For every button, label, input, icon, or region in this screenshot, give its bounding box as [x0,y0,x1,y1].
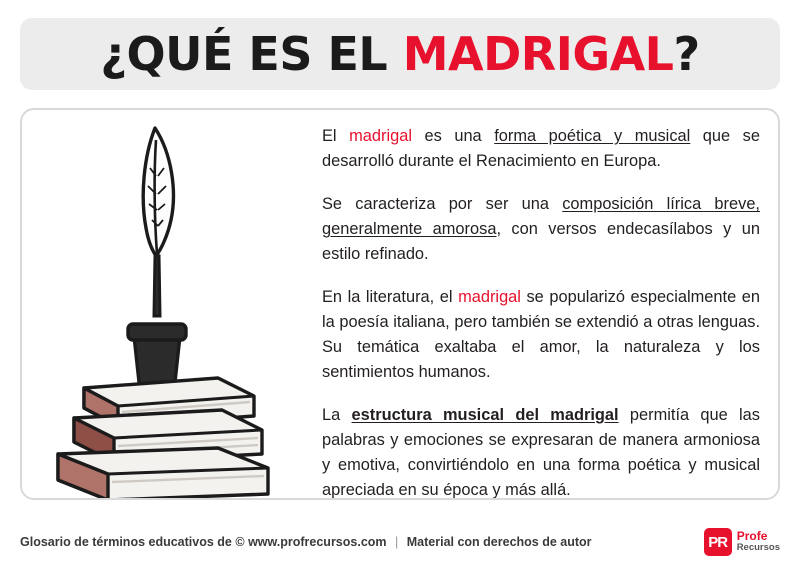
p2-part-2: , con versos endecasílabos y un estilo refinado. [322,220,760,263]
p3-part-1: madrigal [458,288,521,306]
logo-mark: PR [704,528,732,556]
p4-part-1: estructura musical del madrigal [351,406,619,424]
paragraph-1 [322,124,760,174]
copyright-icon: © [235,535,245,549]
p1-part-2: es una [411,127,495,145]
paragraph-3 [322,285,760,385]
p4-part-0: La [322,406,352,424]
title-highlight: MADRIGAL [402,27,674,81]
footer-bar [0,518,800,566]
quill-pen-icon [143,128,173,316]
paragraph-2 [322,192,760,267]
book-third [58,448,268,498]
footer-rights: Material con derechos de autor [406,535,592,549]
footer-credit [20,535,592,549]
profe-recursos-logo[interactable] [704,528,780,556]
logo-wordmark [737,531,780,553]
definition-text [318,110,778,498]
p3-part-0: En la literatura, el [322,288,459,306]
paragraph-4 [322,403,760,500]
footer-glossary-label: Glosario de términos educativos de [20,535,232,549]
p1-part-3: forma poética y musical [494,127,691,145]
p3-part-2: se popularizó especialmente en la poesía italiana, pero también se extendió a otras lenguas. Su temática exaltaba el amor, la naturaleza y los sentimientos humanos. [322,288,760,381]
books-illustration [22,110,318,498]
title-before: ¿QUÉ ES EL [100,27,403,81]
footer-site-link[interactable]: www.profrecursos.com [248,535,387,549]
title-after: ? [673,27,700,81]
p1-part-4: que se desarrolló durante el Renacimiento en Europa. [322,127,760,170]
page-title [100,27,699,81]
stack-of-books-with-quill-icon [22,110,318,498]
p1-part-0: El [322,127,350,145]
logo-line-1: Profe [736,529,768,543]
title-banner [20,18,780,90]
p4-part-2: permitía que las palabras y emociones se expresaran de manera armoniosa y emotiva, convirtiéndolo en una forma poética y musical apreciada en su época y más allá. [322,406,760,499]
p2-part-0: Se caracteriza por ser una [322,195,563,213]
content-card [20,108,780,500]
footer-separator: | [395,535,399,549]
p1-part-1: madrigal [349,127,412,145]
p2-part-1: composición lírica breve, generalmente amorosa [322,195,760,238]
logo-line-2: Recursos [736,542,780,553]
